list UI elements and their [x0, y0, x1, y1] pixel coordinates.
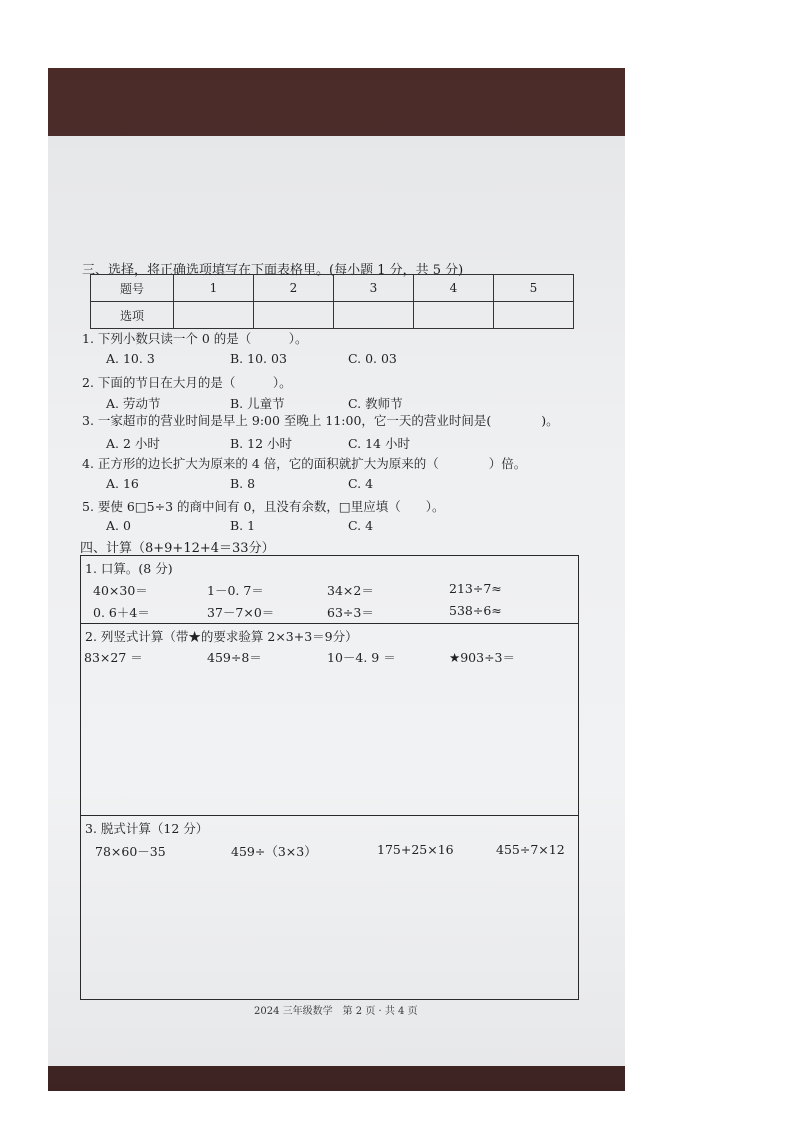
question-2: 2. 下面的节日在大月的是（ ）。 [82, 375, 292, 390]
offset-item: 459÷（3×3） [231, 844, 317, 859]
oral-label: 1. 口算。(8 分) [85, 561, 173, 576]
oral-item: 538÷6≈ [449, 603, 502, 618]
divider [81, 623, 578, 624]
offset-label: 3. 脱式计算（12 分） [85, 821, 209, 836]
offset-item: 175+25×16 [377, 842, 454, 857]
vertical-item: 459÷8＝ [207, 650, 262, 665]
question-4-option-a: A. 16 [106, 476, 139, 491]
offset-item: 455÷7×12 [496, 842, 565, 857]
oral-item: 0. 6＋4＝ [93, 605, 150, 620]
photo-background [48, 68, 625, 1091]
offset-item: 78×60－35 [95, 844, 166, 859]
question-4: 4. 正方形的边长扩大为原来的 4 倍，它的面积就扩大为原来的（ ）倍。 [82, 456, 527, 471]
oral-item: 34×2＝ [327, 583, 374, 598]
section3-title: 三、选择，将正确选项填写在下面表格里。(每小题 1 分，共 5 分) [82, 263, 464, 278]
answer-cell[interactable] [174, 302, 254, 329]
question-2-option-b: B. 儿童节 [230, 396, 285, 411]
oral-item: 63÷3＝ [327, 605, 374, 620]
answer-cell[interactable] [494, 302, 574, 329]
answer-table [90, 274, 574, 329]
oral-item: 40×30＝ [93, 583, 148, 598]
oral-item: 37－7×0＝ [207, 605, 275, 620]
question-4-option-c: C. 4 [348, 476, 374, 491]
question-3: 3. 一家超市的营业时间是早上 9:00 至晚上 11:00，它一天的营业时间是( )。 [82, 413, 559, 428]
question-1-option-b: B. 10. 03 [230, 351, 287, 366]
answer-table-number: 3 [334, 275, 414, 302]
answer-table-number: 4 [414, 275, 494, 302]
vertical-item: 83×27 ＝ [84, 650, 143, 665]
question-5-option-c: C. 4 [348, 518, 374, 533]
vertical-item: ★903÷3＝ [449, 650, 515, 665]
answer-table-number: 2 [254, 275, 334, 302]
question-1-option-a: A. 10. 3 [106, 351, 155, 366]
divider [81, 815, 578, 816]
oral-item: 1－0. 7＝ [207, 583, 264, 598]
question-5-option-a: A. 0 [106, 518, 131, 533]
answer-table-answer-label: 选项 [91, 302, 174, 329]
answer-table-number: 5 [494, 275, 574, 302]
section4-title: 四、计算（8+9+12+4＝33分） [80, 541, 275, 556]
page-footer: 2024 三年级数学 第 2 页 · 共 4 页 [254, 1006, 418, 1017]
answer-cell[interactable] [334, 302, 414, 329]
vertical-item: 10－4. 9 ＝ [327, 650, 396, 665]
answer-table-number: 1 [174, 275, 254, 302]
question-4-option-b: B. 8 [230, 476, 256, 491]
question-1: 1. 下列小数只读一个 0 的是（ ）。 [82, 331, 308, 346]
question-5-option-b: B. 1 [230, 518, 256, 533]
answer-cell[interactable] [414, 302, 494, 329]
question-3-option-b: B. 12 小时 [230, 436, 293, 451]
question-5: 5. 要使 6□5÷3 的商中间有 0，且没有余数，□里应填（ ）。 [82, 499, 445, 514]
vertical-label: 2. 列竖式计算（带★的要求验算 2×3+3＝9分） [85, 629, 358, 644]
question-2-option-c: C. 教师节 [348, 396, 403, 411]
calculation-box [80, 555, 579, 1000]
answer-cell[interactable] [254, 302, 334, 329]
question-3-option-a: A. 2 小时 [106, 436, 160, 451]
question-3-option-c: C. 14 小时 [348, 436, 410, 451]
question-1-option-c: C. 0. 03 [348, 351, 397, 366]
answer-table-header-label: 题号 [91, 275, 174, 302]
oral-item: 213÷7≈ [449, 581, 502, 596]
question-2-option-a: A. 劳动节 [106, 396, 161, 411]
exam-paper [48, 136, 625, 1066]
